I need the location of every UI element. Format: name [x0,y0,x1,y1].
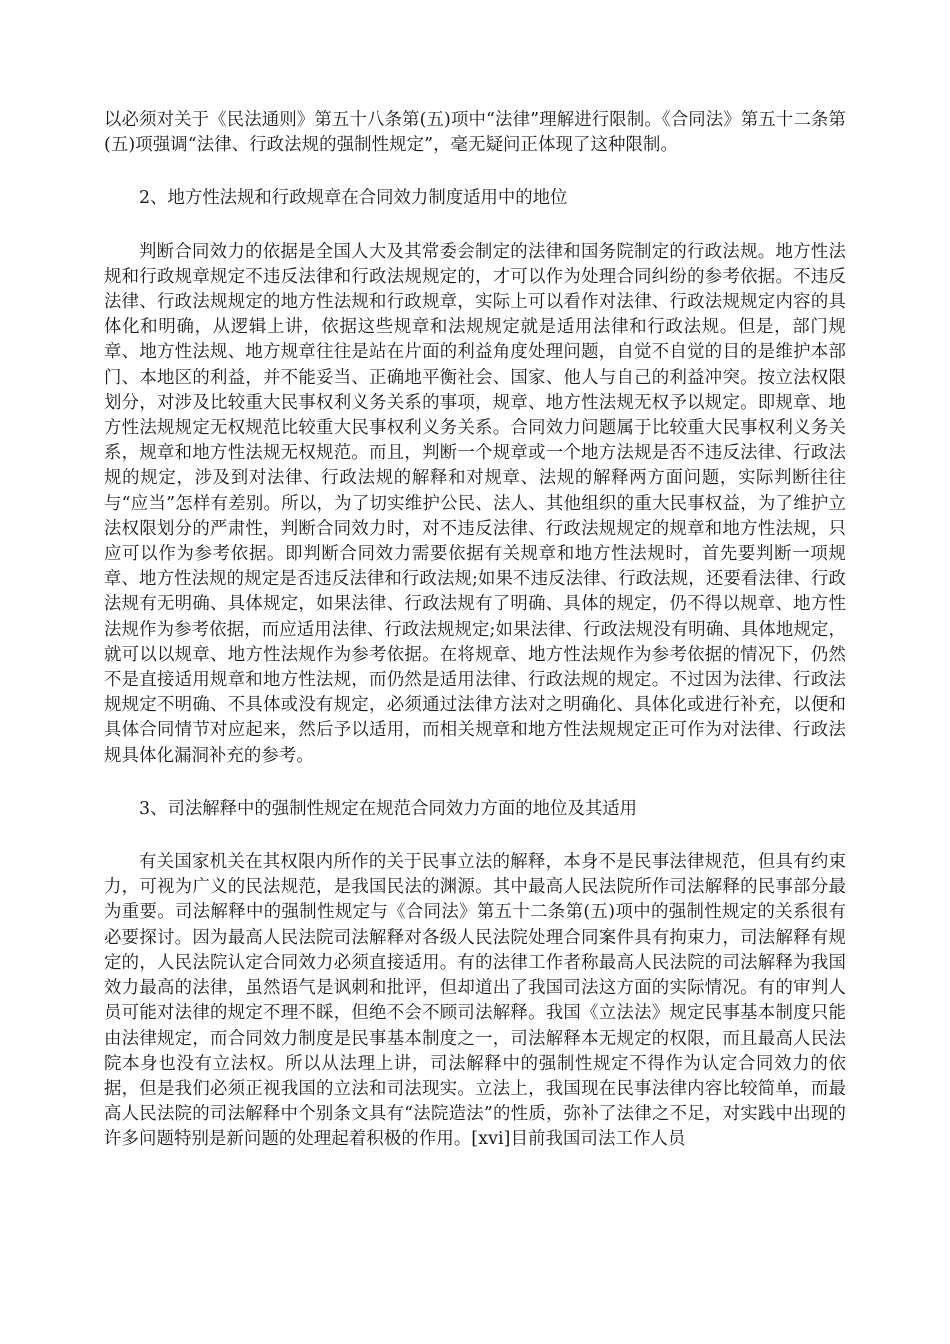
section-heading-3: 3、司法解释中的强制性规定在规范合同效力方面的地位及其适用 [139,798,638,819]
paragraph-section-2-body: 判断合同效力的依据是全国人大及其常委会制定的法律和国务院制定的行政法规。地方性法规和行政规章规定不违反法律和行政法规规定的，才可以作为处理合同纠纷的参考依据。不违反法律、行政法规规定的地方性法规和行政规章，实际上可以看作对法律、行政法规规定内容的具体化和明确，从逻辑上讲，依据这些规章和法规规定就是适用法律和行政法规。但是，部门规章、地方性法规、地方规章往往是站在片面的利益角度处理问题，自觉不自觉的目的是维护本部门、本地区的利益，并不能妥当、正确地平衡社会、国家、他人与自己的利益冲突。按立法权限划分，对涉及比较重大民事权利义务关系的事项，规章、地方性法规无权予以规定。即规章、地方性法规规定无权规范比较重大民事权利义务关系。合同效力问题属于比较重大民事权利义务关系，规章和地方性法规无权规范。而且，判断一个规章或一个地方法规是否不违反法律、行政法规的规定，涉及到对法律、行政法规的解释和对规章、法规的解释两方面问题，实际判断往往与“应当”怎样有差别。所以，为了切实维护公民、法人、其他组织的重大民事权益，为了维护立法权限划分的严肃性，判断合同效力时，对不违反法律、行政法规规定的规章和地方性法规，只应可以作为参考依据。即判断合同效力需要依据有关规章和地方性法规时，首先要判断一项规章、地方性法规的规定是否违反法律和行政法规;如果不违反法律、行政法规，还要看法律、行政法规有无明确、具体规定，如果法律、行政法规有了明确、具体的规定，仍不得以规章、地方性法规作为参考依据，而应适用法律、行政法规规定;如果法律、行政法规没有明确、具体地规定，就可以以规章、地方性法规作为参考依据。在将规章、地方性法规作为参考依据的情况下，仍然不是直接适用规章和地方性法规，而仍然是适用法律、行政法规的规定。不过因为法律、行政法规规定不明确、不具体或没有规定，必须通过法律方法对之明确化、具体化或进行补充，以便和具体合同情节对应起来，然后予以适用，而相关规章和地方性法规规定正可作为对法律、行政法规具体化漏洞补充的参考。 [104,241,846,766]
document-page [104,108,846,1153]
section-heading-2: 2、地方性法规和行政规章在合同效力制度适用中的地位 [139,188,568,209]
paragraph-section-3-body: 有关国家机关在其权限内所作的关于民事立法的解释，本身不是民事法律规范，但具有约束力，可视为广义的民法规范，是我国民法的渊源。其中最高人民法院所作司法解释的民事部分最为重要。司法解释中的强制性规定与《合同法》第五十二条第(五)项中的强制性规定的关系很有必要探讨。因为最高人民法院司法解释对各级人民法院处理合同案件具有拘束力，司法解释有规定的，人民法院认定合同效力必须直接适用。有的法律工作者称最高人民法院的司法解释为我国效力最高的法律，虽然语气是讽刺和批评，但却道出了我国司法这方面的实际情况。有的审判人员可能对法律的规定不理不睬，但绝不会不顾司法解释。我国《立法法》规定民事基本制度只能由法律规定，而合同效力制度是民事基本制度之一，司法解释本无规定的权限，而且最高人民法院本身也没有立法权。所以从法理上讲，司法解释中的强制性规定不得作为认定合同效力的依据，但是我们必须正视我国的立法和司法现实。立法上，我国现在民事法律内容比较简单，而最高人民法院的司法解释中个别条文具有“法院造法”的性质，弥补了法律之不足，对实践中出现的许多问题特别是新问题的处理起着积极的作用。[xvi]目前我国司法工作人员 [104,852,846,1150]
paragraph-continuation: 以必须对关于《民法通则》第五十八条第(五)项中“法律”理解进行限制。《合同法》第五十二条第(五)项强调“法律、行政法规的强制性规定”，毫无疑问正体现了这种限制。 [104,110,846,156]
